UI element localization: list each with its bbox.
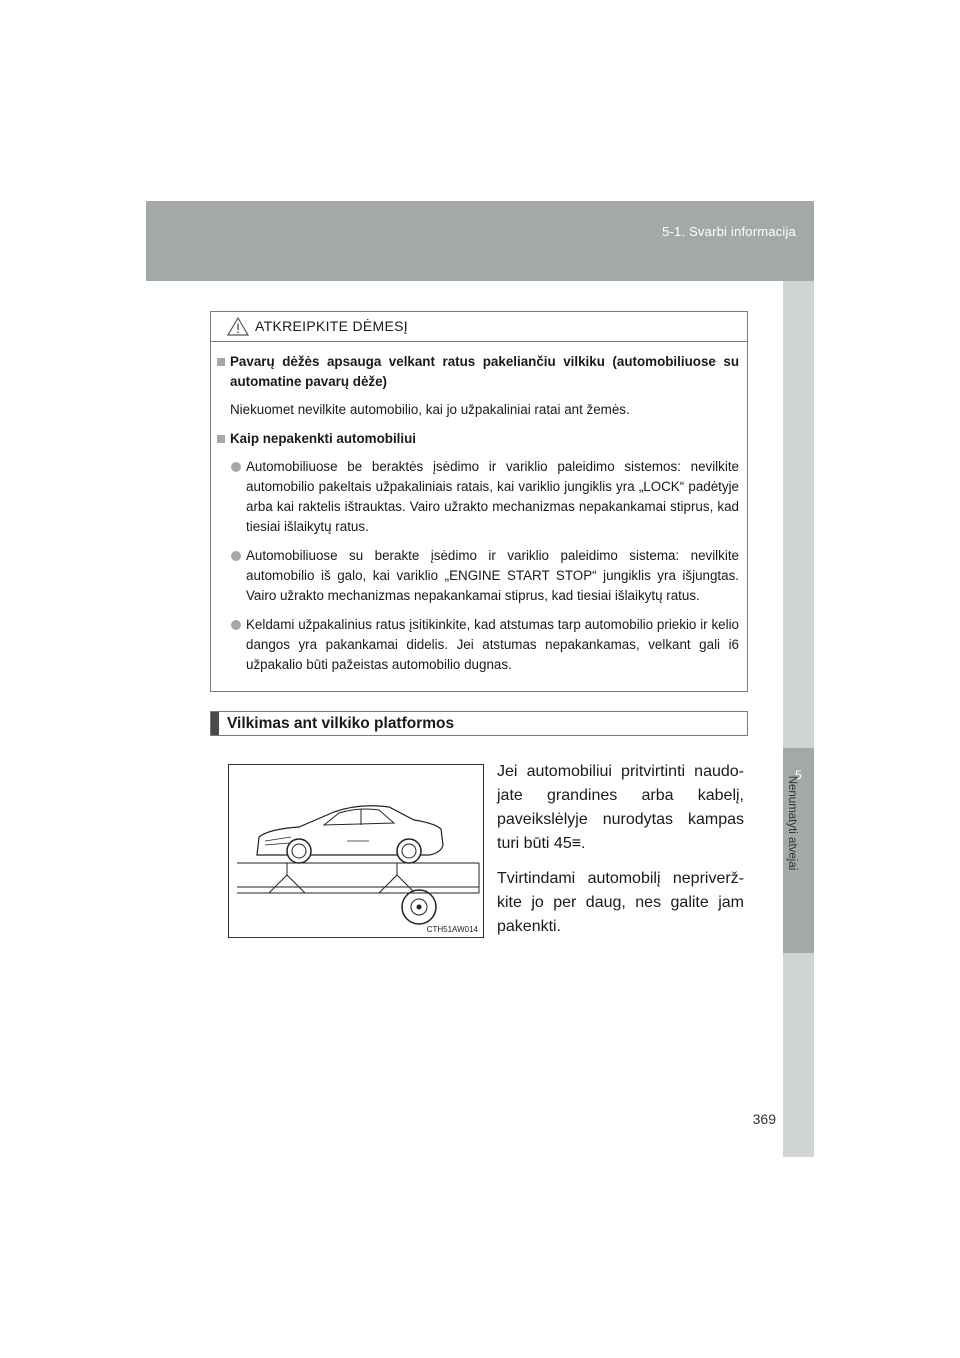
round-bullet-icon [231,551,241,561]
caution-body [211,342,747,675]
chapter-side-tab [783,281,814,1157]
page-number: 369 [752,1111,776,1127]
chapter-number: 5 [795,768,802,782]
round-bullet-icon [231,620,241,630]
body-paragraph: Jei automobiliui pritvirtinti naudojate grandines arba kabelį, paveikslėlyje nurodytas kampas turi būti 45≡. [497,763,744,852]
caution-bullet [217,615,739,675]
car-on-flatbed-drawing [229,765,483,937]
caution-bullet [217,546,739,606]
caution-title: ATKREIPKITE DĖMESĮ [255,318,408,334]
bullet-text: Automobiliuose be beraktės įsėdimo ir variklio paleidimo sistemos: nevilkite automobilio pakeltais užpakaliniais ratais, kai variklio jungiklis yra „LOCK“ padėtyje arba kai raktelis ištrauktas. Vairo užrakto mechanizmas nepakankamai stiprus, kad tiesiai išlaikytų ratus. [246,459,739,534]
body-text [497,760,744,950]
square-bullet-icon [217,435,225,443]
body-paragraph: Tvirtindami automobilį nepriveržkite jo per daug, nes galite jam pakenkti. [497,870,744,935]
caution-section-heading [217,429,739,449]
section-title-bar [210,711,748,736]
section-title: Vilkimas ant vilkiko platformos [227,715,455,732]
header-band [146,201,814,281]
heading-text: Kaip nepakenkti automobiliui [230,431,417,446]
section-accent [211,712,219,735]
chapter-label: Nenumatyti atvejai [786,775,798,871]
figure-code: CTH51AW014 [426,925,478,934]
caution-text: Niekuomet nevilkite automobilio, kai jo užpakaliniai ratai ant žemės. [230,402,630,417]
caution-bullet [217,457,739,537]
caution-header [211,312,747,342]
caution-box [210,311,748,692]
heading-text: Pavarų dėžės apsauga velkant ratus pakeliančiu vilkiku (automobiliuose su automatine pavarų dėže) [230,354,739,389]
bullet-text: Keldami užpakalinius ratus įsitikinkite, kad atstumas tarp automobilio priekio ir kelio dangos yra pakankamai didelis. Jei atstumas nepakankamas, velkant gali i6 užpakalio būti pažeistas automobilio dugnas. [246,617,739,672]
square-bullet-icon [217,358,225,366]
chapter-tab-active [783,748,814,953]
warning-triangle-icon [227,317,249,336]
caution-section-heading [217,352,739,392]
bullet-text: Automobiliuose su berakte įsėdimo ir variklio paleidimo sistema: nevilkite automobilio iš galo, kai variklio „ENGINE START STOP“ jungiklis yra išjungtas. Vairo užrakto mechanizmas nepakankamai stiprus, kad tiesiai išlaikytų ratus. [246,548,739,603]
flatbed-tow-illustration [228,764,484,938]
round-bullet-icon [231,462,241,472]
section-breadcrumb: 5-1. Svarbi informacija [662,224,796,239]
